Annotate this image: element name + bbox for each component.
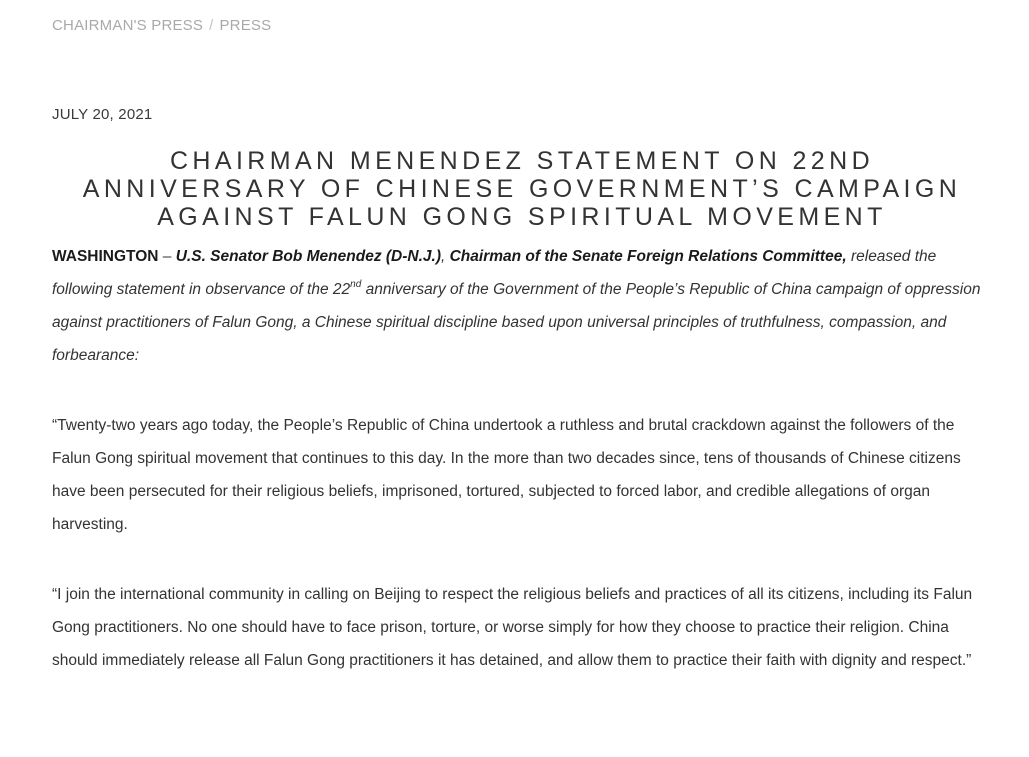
ordinal-suffix: nd	[350, 278, 362, 290]
intro-text-end: anniversary of the Government of the People’s Republic of China campaign of oppression against practitioners of Falun Gong, a Chinese spiritual discipline based upon universal principles of truthfulness, compassion, and forbearance:	[52, 281, 981, 364]
statement-paragraph-1: “Twenty-two years ago today, the People’s Republic of China undertook a ruthless and brutal crackdown against the followers of the Falun Gong spiritual movement that continues to this day. In the more than two decades since, tens of thousands of Chinese citizens have been persecuted for their religious beliefs, imprisoned, tortured, subjected to forced labor, and credible allegations of organ harvesting.	[52, 417, 961, 533]
senator-name: U.S. Senator Bob Menendez (D-N.J.)	[175, 248, 441, 265]
intro-text-start: released the following statement in observance of the 22	[52, 248, 937, 298]
dateline: WASHINGTON	[52, 248, 159, 265]
statement-paragraph-2: “I join the international community in calling on Beijing to respect the religious beliefs and practices of all its citizens, including its Falun Gong practitioners. No one should have to face prison, torture, or worse simply for how they choose to practice their religion. China should immediately release all Falun Gong practitioners it has detained, and allow them to practice their faith with dignity and respect.”	[52, 586, 973, 669]
dateline-dash: –	[158, 248, 176, 265]
intro-paragraph	[52, 240, 997, 372]
intro-comma: ,	[440, 248, 450, 265]
article-date: JULY 20, 2021	[52, 106, 153, 123]
page-title: CHAIRMAN MENENDEZ STATEMENT ON 22ND ANNIVERSARY OF CHINESE GOVERNMENT’S CAMPAIGN AGAINST FALUN GONG SPIRITUAL MOVEMENT	[82, 147, 962, 231]
breadcrumb	[52, 17, 271, 34]
breadcrumb-item-chairmans-press[interactable]: CHAIRMAN'S PRESS	[52, 17, 204, 34]
senator-role: Chairman of the Senate Foreign Relations Committee,	[449, 248, 847, 265]
breadcrumb-separator: /	[209, 17, 214, 34]
article-body	[52, 240, 997, 714]
breadcrumb-item-press[interactable]: PRESS	[219, 17, 272, 34]
